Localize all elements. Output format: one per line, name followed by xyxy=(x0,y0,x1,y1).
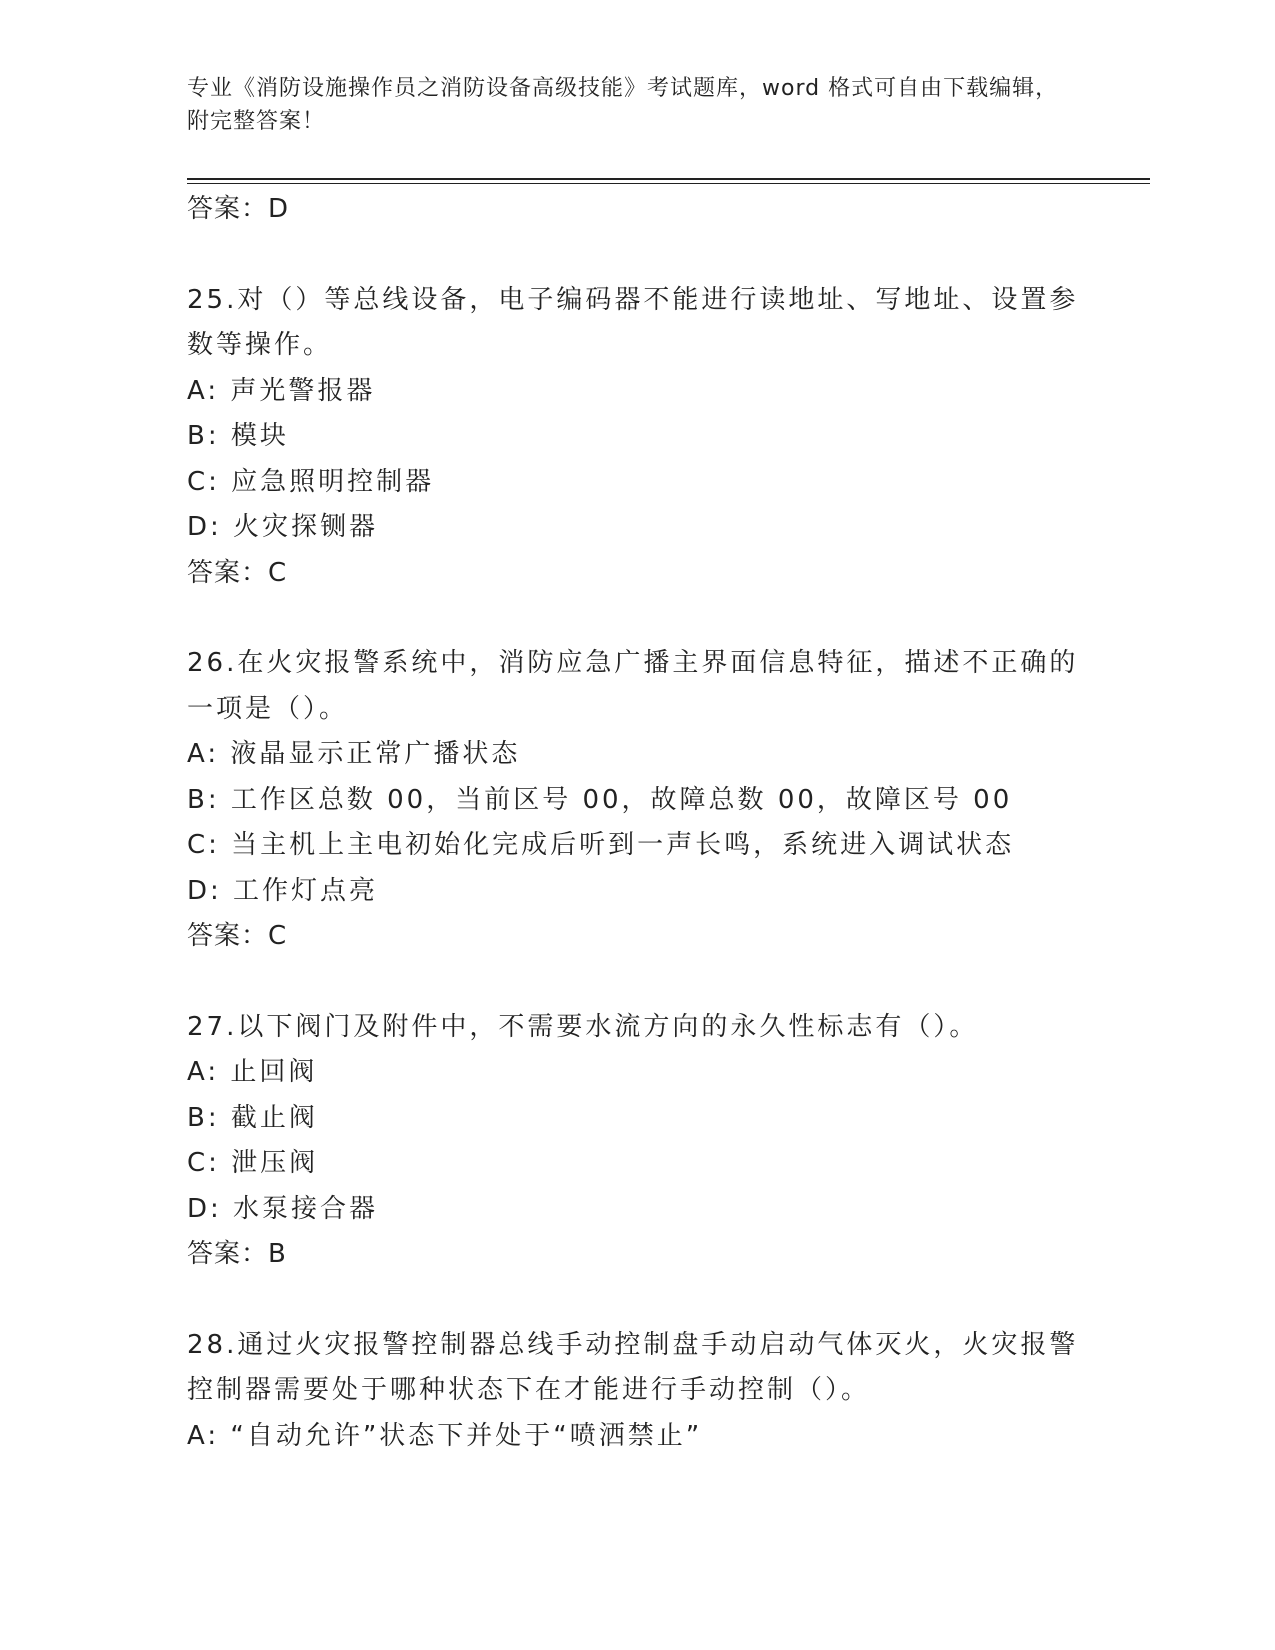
option-line: A: 液晶显示正常广播状态 xyxy=(187,739,521,769)
option-line: C: 当主机上主电初始化完成后听到一声长鸣，系统进入调试状态 xyxy=(187,830,1015,860)
spacer xyxy=(187,1278,1087,1323)
answer-line: 答案：D xyxy=(187,194,290,224)
question-line: 28.通过火灾报警控制器总线手动控制盘手动启动气体灭火，火灾报警 xyxy=(187,1329,1079,1360)
option-line: B: 模块 xyxy=(187,421,289,451)
option-line: B: 工作区总数 00，当前区号 00，故障总数 00，故障区号 00 xyxy=(187,784,1013,815)
answer-line: 答案：C xyxy=(187,557,288,588)
header-divider-thin xyxy=(187,183,1150,184)
option-line: D: 工作灯点亮 xyxy=(187,875,379,906)
document-header: 专业《消防设施操作员之消防设备高级技能》考试题库，word 格式可自由下载编辑，附完整答案！ xyxy=(187,76,1059,134)
option-line: A: “自动允许”状态下并处于“喷洒禁止” xyxy=(187,1420,703,1451)
question-line: 一项是（）。 xyxy=(187,693,349,724)
option-line: A: 声光警报器 xyxy=(187,375,376,406)
header-divider-thick xyxy=(187,178,1150,180)
question-line: 控制器需要处于哪种状态下在才能进行手动控制（）。 xyxy=(187,1375,871,1405)
question-line: 数等操作。 xyxy=(187,330,333,360)
option-line: D: 火灾探铡器 xyxy=(187,512,379,542)
question-list xyxy=(187,187,1087,1459)
option-line: C: 泄压阀 xyxy=(187,1148,319,1178)
question-line: 27.以下阀门及附件中，不需要水流方向的永久性标志有（）。 xyxy=(187,1011,979,1042)
spacer xyxy=(187,233,1087,278)
spacer xyxy=(187,960,1087,1005)
answer-line: 答案：C xyxy=(187,921,288,951)
question-line: 25.对（）等总线设备，电子编码器不能进行读地址、写地址、设置参 xyxy=(187,284,1079,315)
option-line: A: 止回阀 xyxy=(187,1057,318,1087)
option-line: C: 应急照明控制器 xyxy=(187,466,435,497)
question-line: 26.在火灾报警系统中，消防应急广播主界面信息特征，描述不正确的 xyxy=(187,648,1079,678)
option-line: D: 水泵接合器 xyxy=(187,1193,379,1224)
spacer xyxy=(187,596,1087,641)
answer-line: 答案：B xyxy=(187,1239,287,1269)
option-line: B: 截止阀 xyxy=(187,1102,318,1133)
